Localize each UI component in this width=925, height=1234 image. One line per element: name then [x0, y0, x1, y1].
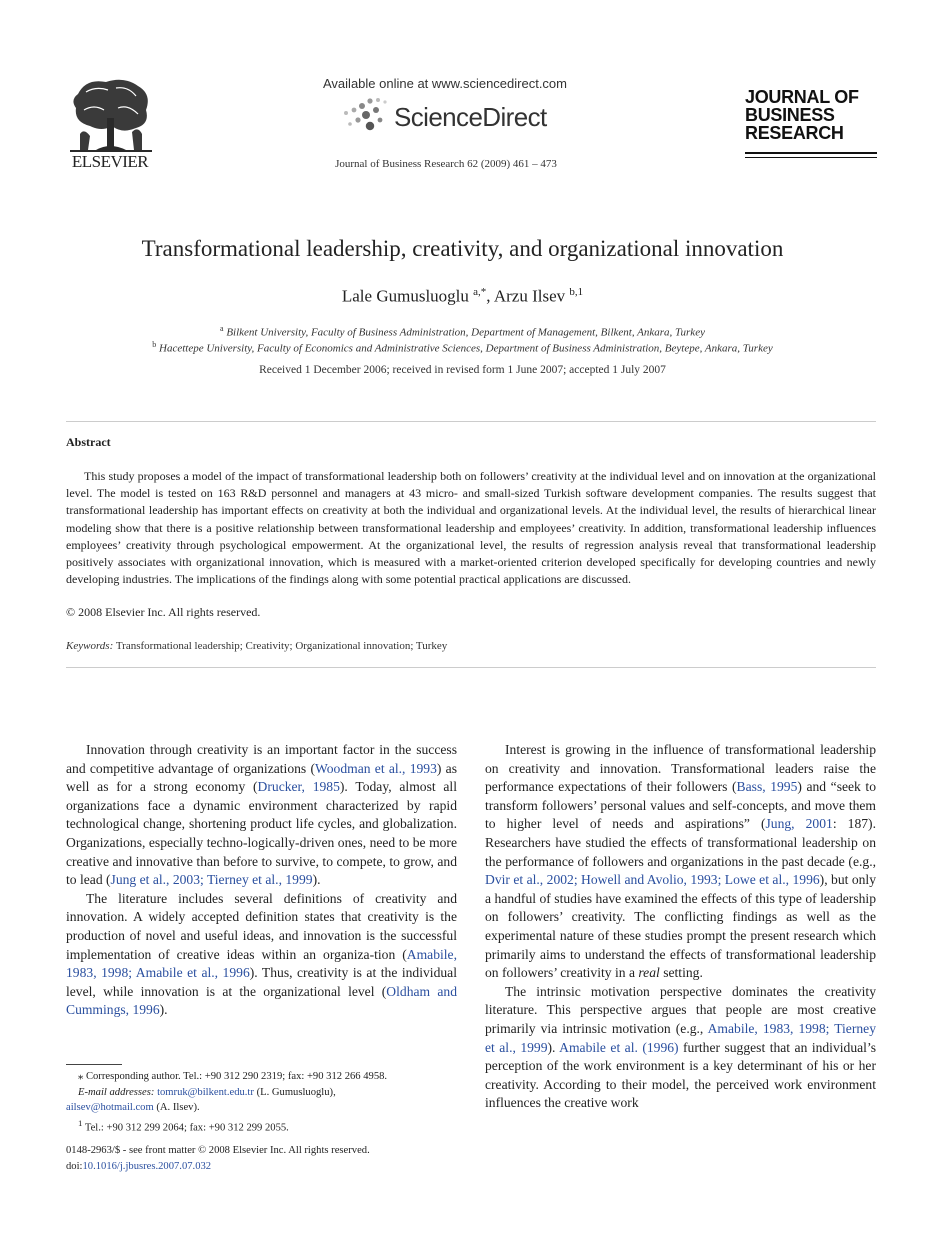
citation-link[interactable]: Amabile et al. (1996) — [559, 1039, 679, 1055]
citation-link[interactable]: Bass, 1995 — [736, 779, 798, 795]
body-text: ). — [547, 1039, 560, 1055]
doi-label: doi: — [66, 1160, 83, 1172]
abstract-copyright: © 2008 Elsevier Inc. All rights reserved. — [66, 605, 261, 619]
footnote-1 — [66, 1116, 457, 1136]
keywords-label: Keywords: — [66, 640, 114, 652]
affiliation-b — [40, 340, 885, 355]
affiliation-text: Hacettepe University, Faculty of Economics and Administrative Sciences, Department of Business Administration, Beytepe, Ankara, Turkey — [159, 342, 773, 355]
emphasis-text: real — [638, 965, 660, 981]
footnote-rule — [66, 1064, 122, 1065]
issn-text: 0148-2963/$ - see front matter © 2008 Elsevier Inc. All rights reserved. — [66, 1145, 370, 1156]
body-column-left — [66, 741, 457, 1020]
footnote-text: (L. Gumusluoglu), — [253, 1086, 336, 1098]
footnote-mark: 1 — [78, 1117, 83, 1128]
affiliation-mark: a — [220, 324, 224, 333]
citation-link[interactable]: Jung, 2001 — [765, 816, 833, 832]
email-link[interactable]: tomruk@bilkent.edu.tr — [157, 1086, 254, 1098]
journal-logo-line2: BUSINESS — [745, 105, 835, 125]
footnote-emails — [66, 1085, 457, 1101]
issn-block — [66, 1143, 457, 1174]
body-text: ). — [159, 1002, 168, 1018]
footnote-corresponding — [66, 1069, 457, 1085]
sciencedirect-wordmark: ScienceDirect — [394, 102, 547, 132]
author-affiliation-mark[interactable]: a,* — [473, 286, 487, 298]
journal-logo-line3: RESEARCH — [745, 123, 844, 143]
body-text: The intrinsic motivation perspective dominates the creativity literature. This perspective argues that people are most creative primarily via intrinsic motivation (e.g., — [485, 983, 876, 1036]
citation-link[interactable]: Dvir et al., 2002; Howell and Avolio, 1993; Lowe et al., 1996 — [485, 872, 820, 888]
body-text: Interest is growing in the influence of transformational leadership on creativity and innovation. Transformational leaders raise the performance expectations of their followers ( — [485, 742, 876, 795]
author-affiliation-mark[interactable]: b,1 — [569, 286, 584, 298]
author-list — [40, 286, 885, 307]
abstract-heading: Abstract — [66, 435, 111, 449]
body-text: : 187). Researchers have studied the effects of transformational leadership on the performance of followers and organizations in the past decade (e.g., — [485, 816, 876, 869]
body-text: setting. — [659, 965, 703, 981]
email-label: E-mail addresses: — [78, 1086, 155, 1098]
sciencedirect-dots-icon — [340, 96, 388, 134]
body-text: ), but only a handful of studies have examined the effects of this type of leadership on followers’ creativity. The conflicting findings as well as the experimental nature of these studies prompt the present research which primarily aims to understand the effects of transformational leadership on followers’ creativity in a — [485, 872, 877, 981]
body-text: ). Thus, creativity is at the individual level, while innovation is at the organizational level ( — [66, 965, 457, 999]
available-online-text: Available online at www.sciencedirect.com — [323, 76, 567, 91]
body-text: The literature includes several definitions of creativity and innovation. A widely accepted definition states that creativity is the production of novel and useful ideas, and innovation is the successful implementation of creative ideas within an organiza-tion ( — [66, 890, 457, 962]
author-name[interactable]: Arzu Ilsev — [493, 286, 566, 306]
citation-link[interactable]: Jung et al., 2003; Tierney et al., 1999 — [110, 872, 313, 888]
abstract-text: This study proposes a model of the impact of transformational leadership both on followers’ creativity at the individual level and on innovation at the organizational level. The model is tested on 163 R&D personnel and managers at 43 micro- and small-sized Turkish software development companies. The results suggest that transformational leadership has important effects on creativity at both the individual and organizational levels. At the individual level, the results of hierarchical linear modeling show that there is a positive relationship between transformational leadership and employees’ creativity. In addition, transformational leadership influences employees’ creativity through psychological empowerment. At the organizational level, the results of regression analysis reveal that transformational leadership positively associates with organizational innovation, which is measured with a market-oriented criterion developed specifically for developing countries and newly developing industries. The implications of the findings along with some potential practical applications are discussed. — [66, 469, 876, 587]
body-paragraph — [66, 890, 457, 1020]
author-name[interactable]: Lale Gumusluoglu — [341, 286, 469, 306]
sciencedirect-logo — [340, 96, 580, 136]
journal-citation: Journal of Business Research 62 (2009) 461 – 473 — [335, 158, 557, 170]
email-link[interactable]: ailsev@hotmail.com — [66, 1102, 154, 1114]
divider — [66, 421, 876, 422]
body-paragraph — [485, 741, 876, 983]
footnote-text: Tel.: +90 312 299 2064; fax: +90 312 299 2055. — [82, 1122, 289, 1134]
body-text: Innovation through creativity is an important factor in the success and competitive advantage of organizations ( — [66, 742, 457, 776]
body-text: ). Today, almost all organizations face a dynamic environment characterized by rapid technological change, shortening product life cycles, and globalization. Organizations, especially techno-logically-driven ones, need to be more creative and innovative than before to survive, to compete, to grow, and to lead ( — [66, 779, 457, 888]
divider — [66, 667, 876, 668]
author-separator: , — [486, 286, 494, 306]
journal-logo-rule-thin — [745, 157, 877, 158]
body-text: ). — [312, 872, 321, 888]
doi-link[interactable]: 10.1016/j.jbusres.2007.07.032 — [82, 1160, 212, 1172]
footnote-text: (A. Ilsev). — [153, 1102, 200, 1114]
citation-link[interactable]: Amabile, 1983, 1998; Tierney et al., 1999 — [485, 1020, 876, 1055]
doi-line — [66, 1159, 457, 1175]
citation-link[interactable]: Oldham and Cummings, 1996 — [66, 983, 457, 1018]
footnote-text: Corresponding author. Tel.: +90 312 290 2319; fax: +90 312 266 4958. — [83, 1071, 388, 1082]
footnote-mark: ⁎ — [78, 1071, 84, 1082]
footnotes — [66, 1069, 457, 1136]
citation-link[interactable]: Woodman et al., 1993 — [315, 760, 437, 776]
body-text: ) as well as for a strong economy ( — [66, 760, 458, 795]
affiliation-a — [40, 324, 885, 339]
body-paragraph — [66, 741, 457, 890]
affiliation-text: Bilkent University, Faculty of Business Administration, Department of Management, Bilkent, Ankara, Turkey — [226, 326, 705, 339]
body-paragraph — [485, 983, 876, 1113]
keywords-list: Transformational leadership; Creativity; Organizational innovation; Turkey — [115, 640, 448, 652]
affiliation-mark: b — [152, 340, 157, 349]
body-text: further suggest that an individual’s perception of the work environment is a key determinant of his or her creativity. According to their model, the perceived work environment influences the creative work — [485, 1039, 877, 1111]
citation-link[interactable]: Drucker, 1985 — [257, 779, 340, 795]
journal-logo — [745, 88, 877, 166]
footnote-emails-cont — [66, 1100, 457, 1116]
citation-link[interactable]: Amabile, 1983, 1998; Amabile et al., 1996 — [66, 946, 457, 981]
journal-logo-line1: JOURNAL OF — [745, 87, 859, 107]
keywords — [66, 640, 447, 652]
body-column-right — [485, 741, 876, 1113]
publisher-name: ELSEVIER — [71, 152, 149, 171]
journal-logo-rule — [745, 152, 877, 154]
body-text: ) and “seek to transform followers’ personal values and self-concepts, and move them to higher level of needs and aspirations” ( — [485, 779, 876, 832]
received-dates: Received 1 December 2006; received in revised form 1 June 2007; accepted 1 July 2007 — [259, 364, 666, 376]
article-title: Transformational leadership, creativity, and organizational innovation — [141, 236, 784, 261]
